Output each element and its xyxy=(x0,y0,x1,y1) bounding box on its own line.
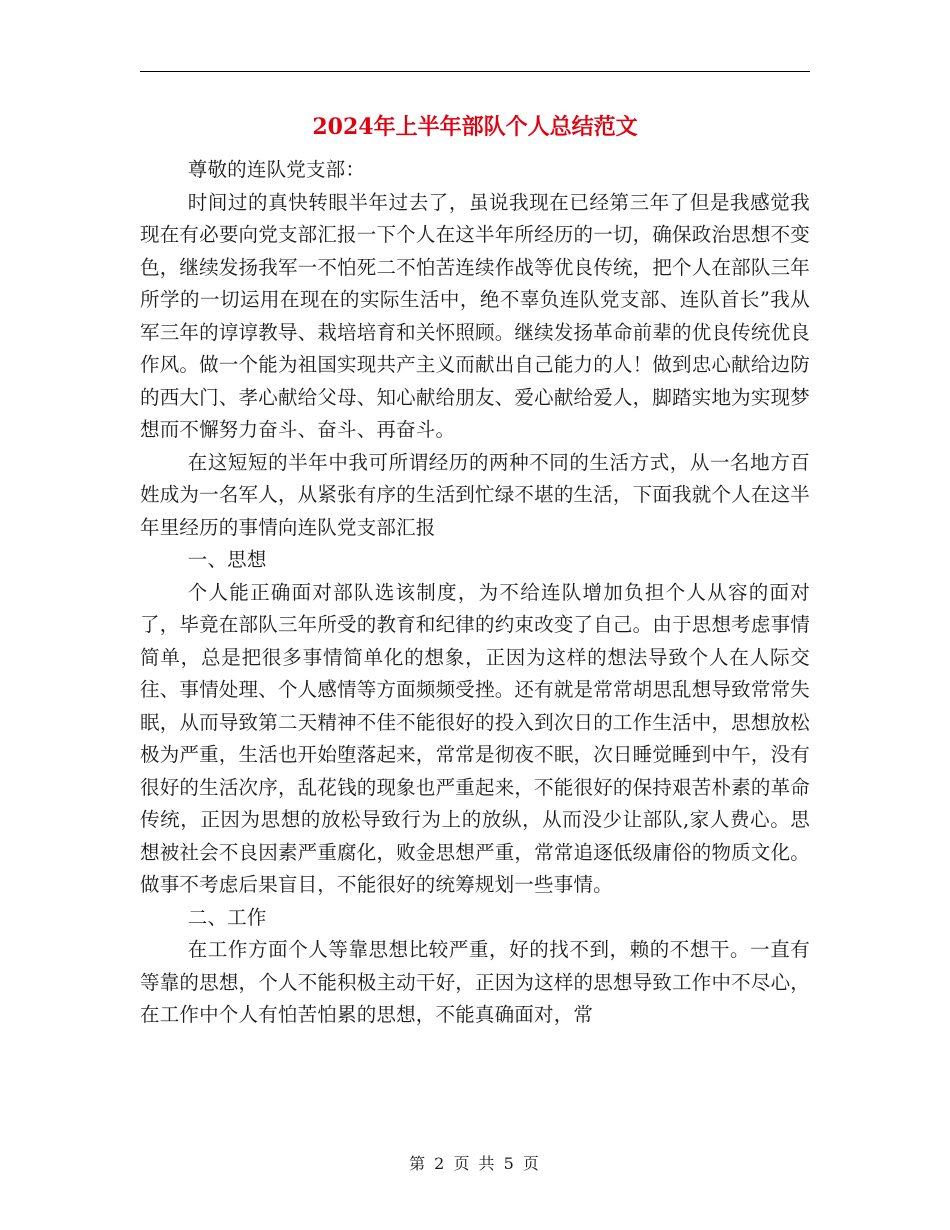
paragraph-thought: 个人能正确面对部队选该制度，为不给连队增加负担个人从容的面对了，毕竟在部队三年所受的教育和纪律的约束改变了自己。由于思想考虑事情简单，总是把很多事情简单化的想象，正因为这样的想法导致个人在人际交往、事情处理、个人感情等方面频频受挫。还有就是常常胡思乱想导致常常失眠，从而导致第二天精神不佳不能很好的投入到次日的工作生活中，思想放松极为严重，生活也开始堕落起来，常常是彻夜不眠，次日睡觉睡到中午，没有很好的生活次序，乱花钱的现象也严重起来，不能很好的保持艰苦朴素的革命传统，正因为思想的放松导致行为上的放纵，从而没少让部队,家人费心。思想被社会不良因素严重腐化，败金思想严重，常常追逐低级庸俗的物质文化。做事不考虑后果盲目，不能很好的统筹规划一些事情。 xyxy=(140,580,810,896)
section-heading-thought: 一、思想 xyxy=(187,548,267,571)
paragraph-overview: 在这短短的半年中我可所谓经历的两种不同的生活方式，从一名地方百姓成为一名军人，从紧张有序的生活到忙绿不堪的生活，下面我就个人在这半年里经历的事情向连队党支部汇报 xyxy=(140,450,810,539)
document-body xyxy=(140,154,810,1032)
header-rule xyxy=(140,71,810,72)
section-heading-work: 二、工作 xyxy=(187,905,267,929)
paragraph-intro: 时间过的真快转眼半年过去了，虽说我现在已经第三年了但是我感觉我现在有必要向党支部汇报一下个人在这半年所经历的一切，确保政治思想不变色，继续发扬我军一不怕死二不怕苦连续作战等优良传统，把个人在部队三年所学的一切运用在现在的实际生活中，绝不辜负连队党支部、连队首长”我从军三年的谆谆教导、栽培培育和关怀照顾。继续发扬革命前辈的优良传统优良作风。做一个能为祖国实现共产主义而献出自己能力的人！做到忠心献给边防的西大门、孝心献给父母、知心献给朋友、爱心献给爱人，脚踏实地为实现梦想而不懈努力奋斗、奋斗、再奋斗。 xyxy=(140,190,810,441)
page-number-footer: 第 2 页 共 5 页 xyxy=(409,1154,541,1173)
paragraph-work: 在工作方面个人等靠思想比较严重，好的找不到，赖的不想干。一直有等靠的思想，个人不能积极主动干好，正因为这样的思想导致工作中不尽心，在工作中个人有怕苦怕累的思想，不能真确面对，常 xyxy=(140,938,810,1026)
document-title: 2024年上半年部队个人总结范文 xyxy=(312,114,638,140)
salutation: 尊敬的连队党支部： xyxy=(187,158,366,181)
